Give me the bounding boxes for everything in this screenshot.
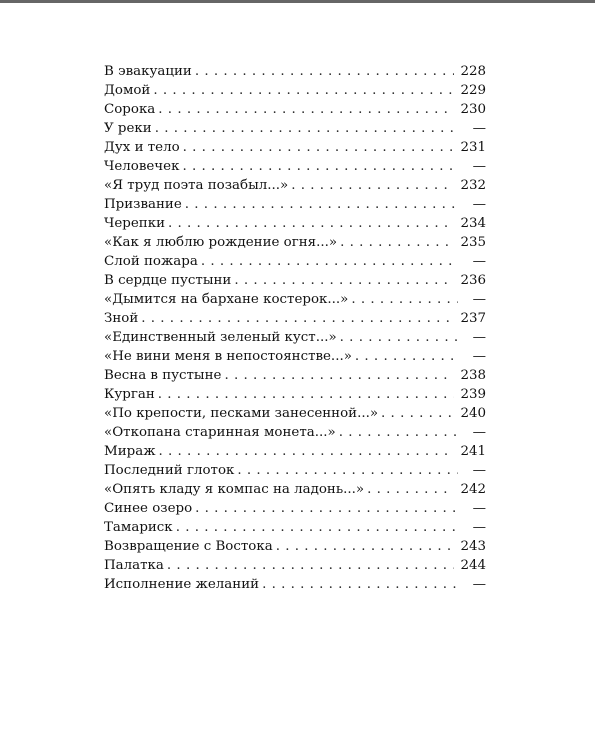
dot-leader — [155, 119, 458, 138]
toc-entry-title: «Откопана старинная монета...» — [104, 423, 339, 442]
dot-leader — [158, 100, 454, 119]
toc-entry — [104, 518, 486, 537]
toc-entry-page: — — [472, 121, 486, 136]
toc-entry-title: Слой пожара — [104, 252, 201, 271]
toc-entry-page: 228 — [460, 64, 486, 79]
dot-leader — [182, 157, 458, 176]
dot-leader — [201, 252, 458, 271]
toc-entry-title: Человечек — [104, 157, 182, 176]
dot-leader — [291, 176, 454, 195]
dot-leader — [237, 461, 458, 480]
dot-leader — [153, 81, 454, 100]
toc-entry — [104, 176, 486, 195]
dot-leader — [141, 309, 454, 328]
toc-entry-title: «Я труд поэта позабыл...» — [104, 176, 291, 195]
toc-entry — [104, 366, 486, 385]
toc-entry — [104, 271, 486, 290]
toc-entry — [104, 214, 486, 233]
toc-entry — [104, 480, 486, 499]
toc-entry-page: 230 — [460, 102, 486, 117]
toc-entry — [104, 556, 486, 575]
dot-leader — [183, 138, 455, 157]
toc-entry — [104, 62, 486, 81]
toc-entry — [104, 442, 486, 461]
dot-leader — [167, 556, 455, 575]
toc-entry — [104, 100, 486, 119]
toc-entry — [104, 404, 486, 423]
dot-leader — [176, 518, 458, 537]
toc-entry — [104, 575, 486, 594]
toc-entry-page: 243 — [460, 539, 486, 554]
dot-leader — [159, 442, 455, 461]
toc-entry — [104, 423, 486, 442]
toc-entry-page: — — [472, 425, 486, 440]
toc-entry-page: 232 — [460, 178, 486, 193]
dot-leader — [168, 214, 454, 233]
toc-entry — [104, 157, 486, 176]
toc-entry — [104, 233, 486, 252]
toc-entry-page: 244 — [460, 558, 486, 573]
dot-leader — [262, 575, 458, 594]
dot-leader — [339, 423, 458, 442]
toc-entry — [104, 195, 486, 214]
toc-entry — [104, 385, 486, 404]
toc-entry-page: — — [472, 463, 486, 478]
toc-entry-title: «Опять кладу я компас на ладонь...» — [104, 480, 367, 499]
toc-entry-page: 229 — [460, 83, 486, 98]
toc-entry — [104, 252, 486, 271]
toc-entry-title: Возвращение с Востока — [104, 537, 276, 556]
toc-entry — [104, 347, 486, 366]
toc-entry-title: Черепки — [104, 214, 168, 233]
toc-entry — [104, 138, 486, 157]
toc-entry-title: Последний глоток — [104, 461, 237, 480]
dot-leader — [340, 233, 454, 252]
toc-entry-page: — — [472, 330, 486, 345]
toc-entry-title: «Как я люблю рождение огня...» — [104, 233, 340, 252]
dot-leader — [234, 271, 454, 290]
toc-entry-title: «По крепости, песками занесенной...» — [104, 404, 381, 423]
toc-entry-title: У реки — [104, 119, 155, 138]
toc-entry-title: Призвание — [104, 195, 185, 214]
toc-entry-title: В эвакуации — [104, 62, 195, 81]
dot-leader — [158, 385, 455, 404]
toc-entry — [104, 537, 486, 556]
toc-entry-title: Дух и тело — [104, 138, 183, 157]
dot-leader — [381, 404, 454, 423]
toc-entry-title: «Единственный зеленый куст...» — [104, 328, 340, 347]
toc-entry-page: 237 — [460, 311, 486, 326]
toc-entry — [104, 290, 486, 309]
toc-entry-page: — — [472, 197, 486, 212]
toc-entry — [104, 119, 486, 138]
toc-entry-page: — — [472, 520, 486, 535]
toc-entry-title: «Дымится на бархане костерок...» — [104, 290, 351, 309]
toc-entry — [104, 461, 486, 480]
toc-entry — [104, 309, 486, 328]
dot-leader — [351, 290, 458, 309]
table-of-contents — [104, 62, 486, 594]
dot-leader — [276, 537, 455, 556]
toc-entry-title: В сердце пустыни — [104, 271, 234, 290]
toc-entry-title: Мираж — [104, 442, 159, 461]
toc-entry-page: 234 — [460, 216, 486, 231]
toc-entry-title: Исполнение желаний — [104, 575, 262, 594]
toc-entry-title: Домой — [104, 81, 153, 100]
top-border-rule — [0, 0, 595, 3]
dot-leader — [195, 62, 455, 81]
toc-entry — [104, 499, 486, 518]
toc-entry-page: 240 — [460, 406, 486, 421]
toc-entry-page: — — [472, 349, 486, 364]
toc-entry-title: Сорока — [104, 100, 158, 119]
toc-entry-page: 238 — [460, 368, 486, 383]
toc-entry-title: Палатка — [104, 556, 167, 575]
dot-leader — [355, 347, 458, 366]
toc-entry-page: — — [472, 159, 486, 174]
toc-entry-title: Синее озеро — [104, 499, 195, 518]
toc-entry-page: 241 — [460, 444, 486, 459]
toc-entry-title: Курган — [104, 385, 158, 404]
toc-entry-title: «Не вини меня в непостоянстве...» — [104, 347, 355, 366]
toc-entry-title: Весна в пустыне — [104, 366, 224, 385]
dot-leader — [185, 195, 458, 214]
toc-entry — [104, 81, 486, 100]
toc-entry-page: — — [472, 254, 486, 269]
toc-entry-page: 235 — [460, 235, 486, 250]
toc-entry-page: — — [472, 501, 486, 516]
toc-entry — [104, 328, 486, 347]
dot-leader — [340, 328, 458, 347]
toc-entry-title: Тамариск — [104, 518, 176, 537]
dot-leader — [195, 499, 458, 518]
toc-entry-page: 231 — [460, 140, 486, 155]
dot-leader — [224, 366, 454, 385]
toc-entry-page: 239 — [460, 387, 486, 402]
toc-entry-page: — — [472, 577, 486, 592]
toc-entry-page: 242 — [460, 482, 486, 497]
toc-entry-page: 236 — [460, 273, 486, 288]
toc-entry-page: — — [472, 292, 486, 307]
dot-leader — [367, 480, 454, 499]
toc-entry-title: Зной — [104, 309, 141, 328]
